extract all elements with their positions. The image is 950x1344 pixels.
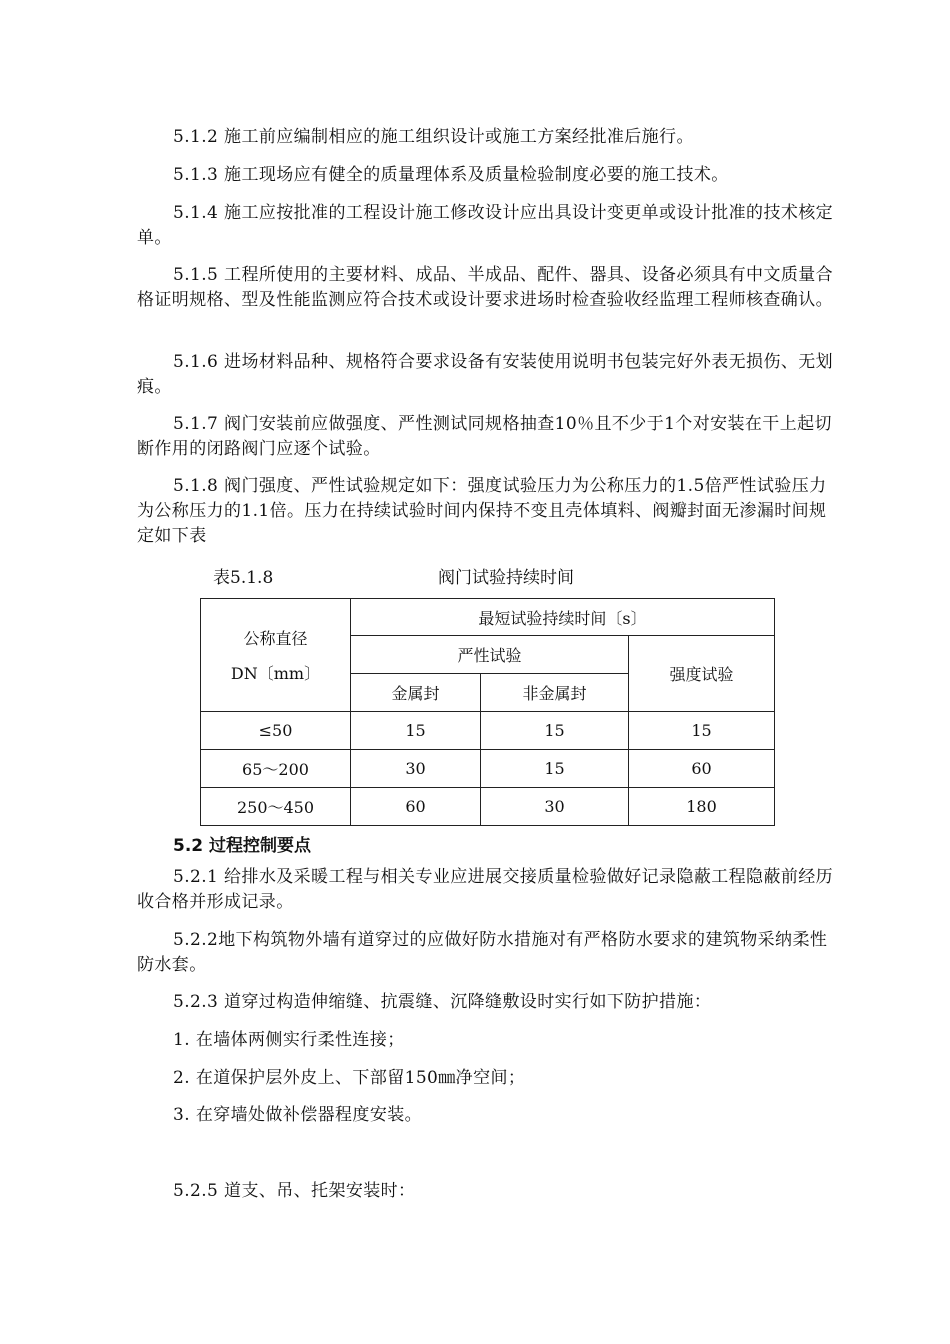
cell-strength: 180 (629, 788, 775, 826)
cell-nonmetal: 15 (481, 712, 629, 750)
section-heading-5-2: 5.2 过程控制要点 (173, 836, 312, 856)
valve-test-duration-table (200, 598, 775, 826)
cell-nonmetal: 15 (481, 750, 629, 788)
list-item: 1. 在墙体两侧实行柔性连接； (173, 1030, 405, 1050)
cell-metal: 30 (351, 750, 481, 788)
header-dn-cell (201, 599, 351, 712)
cell-strength: 60 (629, 750, 775, 788)
paragraph-5-1-8: 5.1.8 阀门强度、严性试验规定如下：强度试验压力为公称压力的1.5倍严性试验压力为公称压力的1.1倍。压力在持续试验时间内保持不变且壳体填料、阀瓣封面无渗漏时间规定如下表 (137, 476, 827, 546)
cell-dn: 250～450 (201, 788, 351, 826)
header-min-duration: 最短试验持续时间〔s〕 (351, 599, 775, 636)
paragraph-5-1-6: 5.1.6 进场材料品种、规格符合要求设备有安装使用说明书包装完好外表无损伤、无划痕。 (137, 352, 834, 397)
paragraph-5-1-4: 5.1.4 施工应按批准的工程设计施工修改设计应出具设计变更单或设计批准的技术核定单。 (137, 203, 834, 248)
table-title: 阀门试验持续时间 (438, 568, 574, 588)
list-item: 3. 在穿墙处做补偿器程度安装。 (173, 1105, 423, 1125)
header-metal-seal: 金属封 (351, 674, 481, 712)
paragraph-5-2-5: 5.2.5 道支、吊、托架安装时： (173, 1181, 416, 1201)
list-item: 2. 在道保护层外皮上、下部留150㎜净空间； (173, 1068, 526, 1088)
cell-dn: 65～200 (201, 750, 351, 788)
table-row (201, 712, 775, 750)
header-tightness-test: 严性试验 (351, 636, 629, 674)
table-row (201, 788, 775, 826)
paragraph-5-1-3: 5.1.3 施工现场应有健全的质量理体系及质量检验制度必要的施工技术。 (173, 165, 729, 185)
table-row (201, 750, 775, 788)
header-strength-test: 强度试验 (629, 636, 775, 712)
cell-metal: 60 (351, 788, 481, 826)
header-dn-line2: DN〔mm〕 (230, 664, 321, 683)
cell-dn: ≤50 (201, 712, 351, 750)
paragraph-5-2-2: 5.2.2地下构筑物外墙有道穿过的应做好防水措施对有严格防水要求的建筑物采纳柔性防水套。 (137, 930, 828, 975)
paragraph-5-2-1: 5.2.1 给排水及采暖工程与相关专业应进展交接质量检验做好记录隐蔽工程隐蔽前经历收合格并形成记录。 (137, 867, 834, 912)
table-number: 表5.1.8 (213, 568, 274, 588)
paragraph-5-1-5: 5.1.5 工程所使用的主要材料、成品、半成品、配件、器具、设备必须具有中文质量合格证明规格、型及性能监测应符合技术或设计要求进场时检查验收经监理工程师核查确认。 (137, 265, 834, 310)
cell-metal: 15 (351, 712, 481, 750)
cell-nonmetal: 30 (481, 788, 629, 826)
header-nonmetal-seal: 非金属封 (481, 674, 629, 712)
paragraph-5-1-7: 5.1.7 阀门安装前应做强度、严性测试同规格抽查10％且不少于1个对安装在干上起切断作用的闭路阀门应逐个试验。 (137, 414, 832, 459)
header-dn-line1: 公称直径 (243, 629, 308, 648)
paragraph-5-1-2: 5.1.2 施工前应编制相应的施工组织设计或施工方案经批准后施行。 (173, 127, 694, 147)
paragraph-5-2-3: 5.2.3 道穿过构造伸缩缝、抗震缝、沉降缝敷设时实行如下防护措施： (173, 992, 712, 1012)
cell-strength: 15 (629, 712, 775, 750)
